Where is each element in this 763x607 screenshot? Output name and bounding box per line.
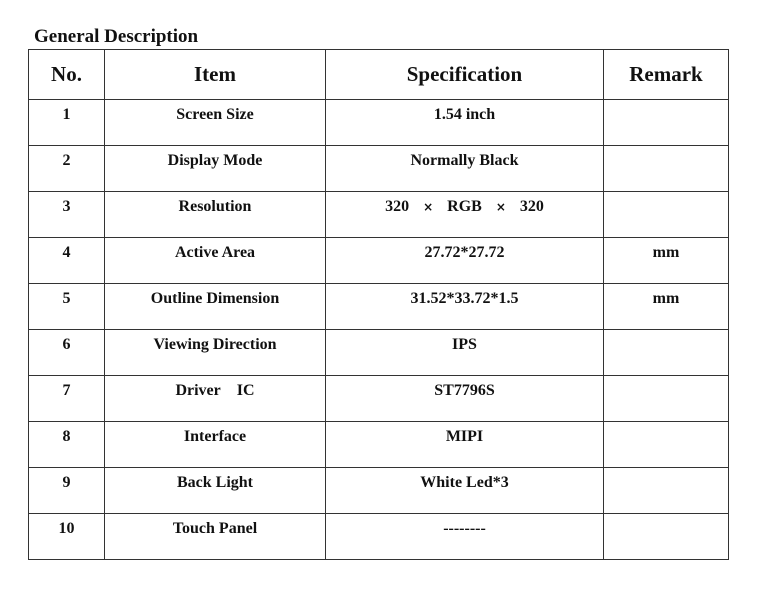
cell-item: Active Area [105,238,326,284]
cell-no: 2 [29,146,105,192]
table-row [29,468,729,514]
section-title: General Description [34,26,199,47]
resolution-part: RGB [447,198,482,215]
cell-no: 3 [29,192,105,238]
table-row [29,146,729,192]
header-item: Item [105,50,326,100]
table-row [29,238,729,284]
cell-remark [604,330,729,376]
cell-spec: 31.52*33.72*1.5 [326,284,604,330]
cell-spec: White Led*3 [326,468,604,514]
cell-spec: MIPI [326,422,604,468]
table-row [29,192,729,238]
cell-remark [604,100,729,146]
cell-no: 7 [29,376,105,422]
cell-spec: -------- [326,514,604,560]
cell-item: Driver IC [105,376,326,422]
table-header-row [29,50,729,100]
table-row [29,330,729,376]
cell-no: 8 [29,422,105,468]
cell-item: Outline Dimension [105,284,326,330]
cell-remark: mm [604,238,729,284]
cell-spec: 1.54 inch [326,100,604,146]
multiply-sign: × [495,200,506,214]
cell-no: 6 [29,330,105,376]
cell-item: Interface [105,422,326,468]
cell-spec: ST7796S [326,376,604,422]
cell-item: Display Mode [105,146,326,192]
table-row [29,514,729,560]
table-row [29,376,729,422]
cell-remark [604,192,729,238]
header-no: No. [29,50,105,100]
cell-item: Screen Size [105,100,326,146]
cell-item: Back Light [105,468,326,514]
cell-remark: mm [604,284,729,330]
cell-item: Viewing Direction [105,330,326,376]
cell-item: Touch Panel [105,514,326,560]
table-row [29,284,729,330]
table-row [29,100,729,146]
cell-no: 4 [29,238,105,284]
cell-remark [604,146,729,192]
cell-remark [604,376,729,422]
header-remark: Remark [604,50,729,100]
cell-no: 9 [29,468,105,514]
resolution-part: 320 [385,198,410,215]
cell-item: Resolution [105,192,326,238]
cell-spec: 27.72*27.72 [326,238,604,284]
general-description-table [28,49,729,560]
cell-spec [326,192,604,238]
header-specification: Specification [326,50,604,100]
resolution-part: 320 [519,198,544,215]
cell-remark [604,514,729,560]
cell-no: 10 [29,514,105,560]
cell-spec: IPS [326,330,604,376]
table-row [29,422,729,468]
cell-no: 5 [29,284,105,330]
cell-no: 1 [29,100,105,146]
cell-remark [604,422,729,468]
multiply-sign: × [423,200,434,214]
cell-spec: Normally Black [326,146,604,192]
cell-remark [604,468,729,514]
